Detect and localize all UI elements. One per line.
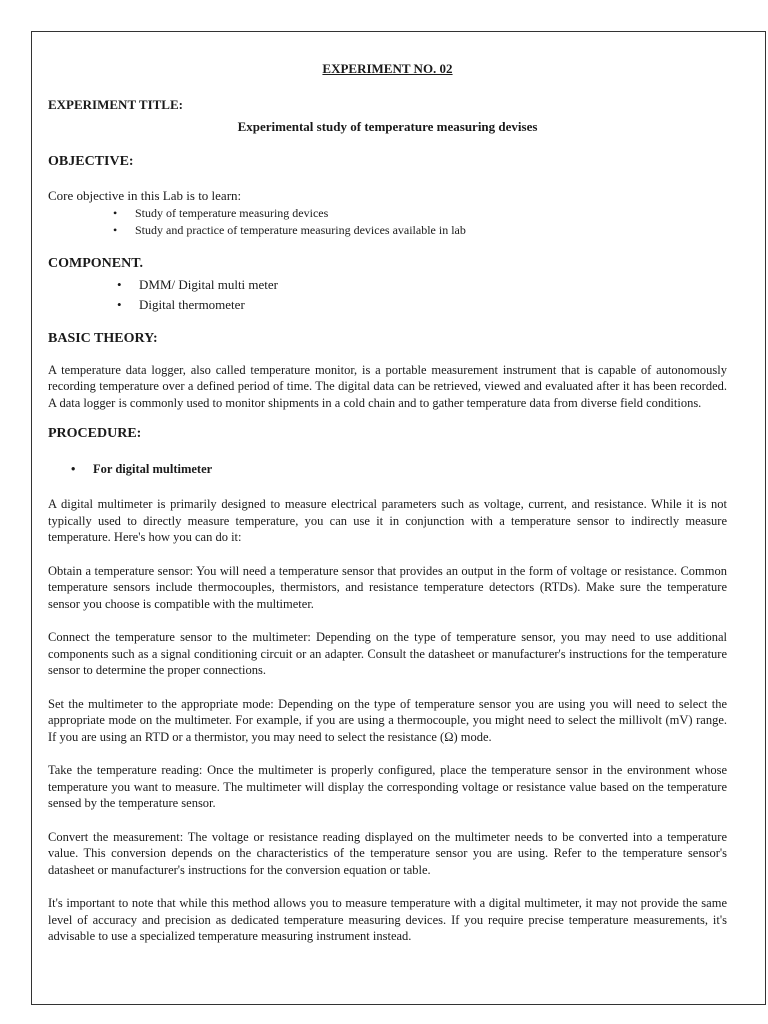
objective-intro: Core objective in this Lab is to learn: (48, 188, 242, 203)
list-item: • Digital thermometer (139, 295, 727, 315)
procedure-paragraph: It's important to note that while this method allows you to measure temperature with a digital multimeter, it may not provide the same level of accuracy and precision as dedicated temperature measuring devices. If you require precise temperature measurements, it's advisable to use a specialized temperature measuring instrument instead. (48, 896, 727, 943)
document-body (48, 56, 727, 945)
procedure-subheading: • For digital multimeter (71, 462, 213, 476)
procedure-heading: PROCEDURE: (48, 426, 142, 441)
basic-theory-text: A temperature data logger, also called temperature monitor, is a portable measurement instrument that is capable of autonomously recording temperature over a defined period of time. The digital data can be retrieved, viewed and evaluated after it has been recorded. A data logger is commonly used to monitor shipments in a cold chain and to gather temperature data from diverse field conditions. (48, 362, 727, 410)
procedure-paragraph: Set the multimeter to the appropriate mode: Depending on the type of temperature sensor you are using you will need to select the appropriate mode on the multimeter. For example, if you are using a thermocouple, you might need to select the millivolt (mV) range. If you are using an RTD or a thermistor, you may need to select the resistance (Ω) mode. (48, 696, 727, 744)
experiment-title: Experimental study of temperature measuring devises (237, 119, 538, 134)
procedure-sublist (71, 461, 727, 478)
bullet-icon: • (117, 276, 122, 292)
bullet-icon: • (113, 222, 118, 237)
list-item: • DMM/ Digital multi meter (139, 275, 727, 295)
experiment-number: EXPERIMENT NO. 02 (322, 61, 453, 76)
procedure-paragraph: Convert the measurement: The voltage or resistance reading displayed on the multimeter needs to be converted into a temperature value. This conversion depends on the characteristics of the temperature sensor you are using. Refer to the temperature sensor's datasheet or manufacturer's instructions for the conversion equation or table. (48, 829, 727, 877)
procedure-paragraph: Obtain a temperature sensor: You will need a temperature sensor that provides an output in the form of voltage or resistance. Common temperature sensors include thermocouples, thermistors, and resistance temperature detectors (RTDs). Make sure the temperature sensor you choose is compatible with the multimeter. (48, 563, 727, 611)
component-list (117, 275, 727, 315)
component-heading: COMPONENT. (48, 255, 144, 271)
procedure-paragraph: A digital multimeter is primarily designed to measure electrical parameters such as voltage, current, and resistance. While it is not typically used to directly measure temperature, you can use it in conjunction with a temperature sensor to indirectly measure temperature. Here's how you can do it: (48, 497, 727, 544)
bullet-icon: • (113, 205, 118, 220)
list-item: • Study and practice of temperature measuring devices available in lab (113, 222, 466, 237)
procedure-paragraph: Connect the temperature sensor to the multimeter: Depending on the type of temperature sensor, you may need to use additional components such as a signal conditioning circuit or an adapter. Consult the datasheet or manufacturer's instructions for the temperature sensor to determine the proper connections. (48, 630, 727, 677)
objective-heading: OBJECTIVE: (48, 154, 134, 169)
objective-list (113, 205, 727, 239)
experiment-title-label: EXPERIMENT TITLE: (48, 97, 183, 112)
bullet-icon: • (117, 296, 122, 312)
basic-theory-heading: BASIC THEORY: (48, 330, 158, 346)
list-item: • Study of temperature measuring devices (113, 205, 329, 220)
procedure-paragraph: Take the temperature reading: Once the multimeter is properly configured, place the temperature sensor in the environment whose temperature you want to measure. The multimeter will display the corresponding voltage or resistance value based on the temperature sensed by the temperature sensor. (48, 763, 727, 810)
bullet-icon: • (71, 462, 76, 476)
